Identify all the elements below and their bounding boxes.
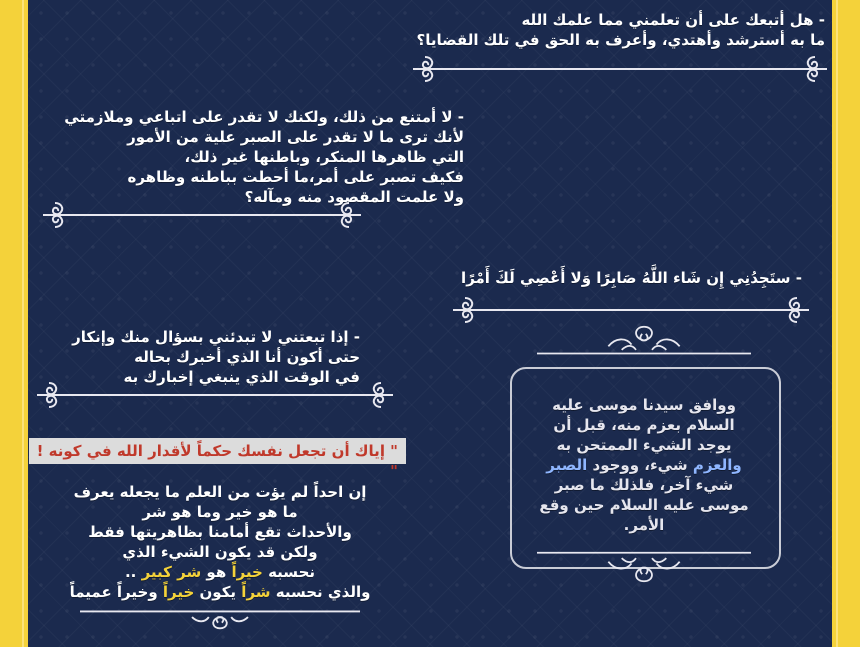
question-1: - هل أتبعك على أن تعلمني مما علمك الله ما به أسترشد وأهتدي، وأعرف به الحق في تلك القضايا؟ [416, 11, 825, 49]
ornamental-divider [34, 378, 396, 412]
scroll-ornament-icon [800, 54, 830, 84]
summary-text: ووافق سيدنا موسى عليه السلام بعزم منه، قبل أن يوجد الشيء الممتحن به والعزم شيء، ووجود الصبر شيء آخر، فلذلك ما صبر موسى عليه السلام حين وقع الأمر. [539, 396, 749, 534]
scroll-ornament-icon [366, 380, 396, 410]
ornamental-divider [410, 52, 830, 86]
scroll-ornament-icon [34, 380, 64, 410]
closing-ornament-icon [70, 604, 370, 632]
warning-banner-text: " إياك أن تجعل نفسك حكماً لأقدار الله في كونه ! " [36, 442, 398, 480]
ornamental-divider [40, 198, 364, 232]
scroll-ornament-icon [40, 200, 70, 230]
answer-2: - إذا تبعتني لا تبدئني بسؤال منك وإنكار حتى أكون أنا الذي أخبرك بحاله في الوقت الذي ينبغي إخبارك به [72, 328, 360, 386]
question-2: - ستَجِدُنِي إِن شَاء اللَّهُ صَابِرًا وَلا أَعْصِي لَكَ أَمْرًا [461, 269, 802, 287]
left-border [20, 0, 28, 647]
scroll-ornament-icon [782, 295, 812, 325]
scroll-ornament-icon [450, 295, 480, 325]
top-ornament-icon [537, 322, 751, 360]
scroll-ornament-icon [410, 54, 440, 84]
right-border [832, 0, 840, 647]
bottom-ornament-icon [537, 548, 751, 586]
scroll-ornament-icon [334, 200, 364, 230]
answer-1: - لا أمتنع من ذلك، ولكنك لا تقدر على اتباعي وملازمتي لأنك ترى ما لا تقدر على الصبر علية من الأمور التي ظاهرها المنكر، وباطنها غير ذلك، فكيف تصبر على أمر،ما أحطت بباطنه وظاهره ولا علمت المقصود منه ومآله؟ [64, 108, 464, 206]
warning-banner [29, 438, 406, 480]
closing-paragraph: إن احداً لم يؤت من العلم ما يجعله يعرف ما هو خير وما هو شر والأحداث تقع أمامنا بظاهريتها فقط ولكن قد يكون الشيء الذي نحسبه خيراً هو شر كبير .. والذي نحسبه شراً يكون خيراً وخيراً عميماً [69, 483, 371, 601]
